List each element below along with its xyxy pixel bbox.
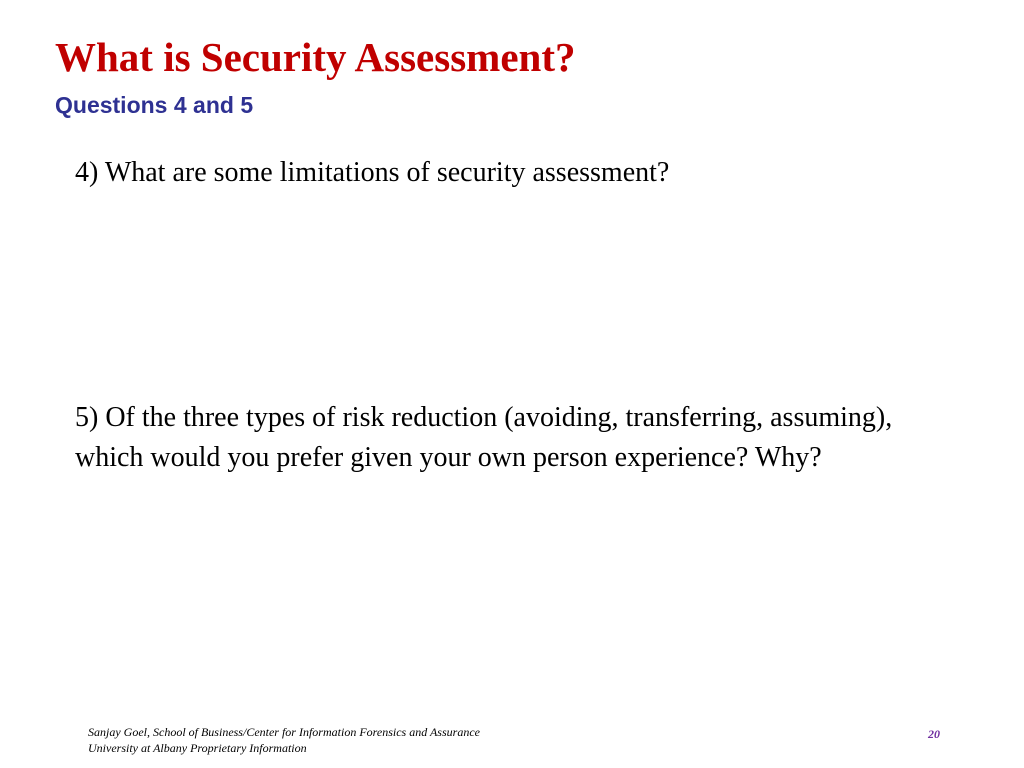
question-4: 4) What are some limitations of security assessment? [75, 157, 670, 188]
footer-author-line: Sanjay Goel, School of Business/Center for Information Forensics and Assurance [88, 725, 480, 739]
footer-proprietary-line: University at Albany Proprietary Information [88, 741, 307, 755]
slide-subtitle: Questions 4 and 5 [55, 92, 254, 118]
footer-attribution [88, 724, 480, 756]
page-number: 20 [928, 727, 940, 741]
question-5: 5) Of the three types of risk reduction (avoiding, transferring, assuming), which would you prefer given your own person experience? Why? [75, 402, 893, 473]
slide-title: What is Security Assessment? [55, 34, 576, 80]
